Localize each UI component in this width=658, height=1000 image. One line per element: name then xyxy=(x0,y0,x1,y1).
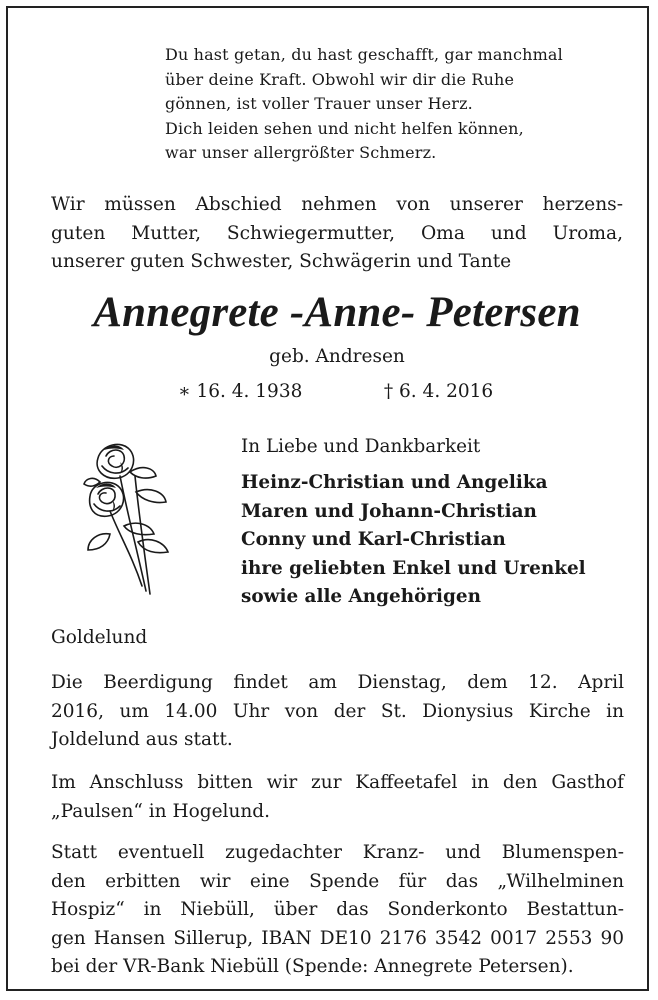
funeral-line: Die Beerdigung findet am Dienstag, dem 12. April xyxy=(51,672,624,693)
intro-line: unserer guten Schwester, Schwägerin und Tante xyxy=(51,251,512,273)
birth-name: geb. Andresen xyxy=(269,346,405,367)
mourner-line: Heinz-Christian und Angelika xyxy=(241,472,548,493)
donation-line: bei der VR-Bank Niebüll (Spende: Annegrete Petersen). xyxy=(51,956,574,977)
reception-paragraph xyxy=(51,769,624,826)
poem-line: gönnen, ist voller Trauer unser Herz. xyxy=(165,94,473,113)
mourner-line: ihre geliebten Enkel und Urenkel xyxy=(241,557,586,579)
obituary-frame xyxy=(6,6,649,991)
reception-line: „Paulsen“ in Hogelund. xyxy=(51,800,271,822)
intro-text xyxy=(51,191,623,277)
funeral-paragraph xyxy=(51,669,624,755)
reception-line: Im Anschluss bitten wir zur Kaffeetafel in den Gasthof xyxy=(51,772,624,793)
poem-line: war unser allergrößter Schmerz. xyxy=(165,143,437,162)
deceased-name: Annegrete -Anne- Petersen xyxy=(93,289,581,336)
death-date: † 6. 4. 2016 xyxy=(383,381,494,402)
intro-line: guten Mutter, Schwiegermutter, Oma und Uroma, xyxy=(51,222,623,244)
mourner-line: sowie alle Angehörigen xyxy=(241,586,481,608)
poem xyxy=(165,43,635,166)
place-name: Goldelund xyxy=(51,627,148,648)
mourner-line: Conny und Karl-Christian xyxy=(241,529,506,551)
intro-line: Wir müssen Abschied nehmen von unserer herzens- xyxy=(51,194,623,215)
birth-date: ∗ 16. 4. 1938 xyxy=(178,381,303,402)
poem-line: über deine Kraft. Obwohl wir dir die Ruhe xyxy=(165,69,515,89)
funeral-line: Joldelund aus statt. xyxy=(51,729,233,750)
thanks-line: In Liebe und Dankbarkeit xyxy=(241,436,481,457)
donation-line: Statt eventuell zugedachter Kranz- und Blumenspen- xyxy=(51,842,624,863)
donation-line: Hospiz“ in Niebüll, über das Sonderkonto Bestattun- xyxy=(51,899,624,920)
poem-line: Du hast getan, du hast geschafft, gar manchmal xyxy=(165,45,563,64)
mourner-line: Maren und Johann-Christian xyxy=(241,500,537,522)
donation-line: gen Hansen Sillerup, IBAN DE10 2176 3542 0017 2553 90 xyxy=(51,927,624,949)
donation-paragraph xyxy=(51,839,624,982)
life-dates xyxy=(178,381,493,402)
rose-icon xyxy=(80,436,185,596)
funeral-line: 2016, um 14.00 Uhr von der St. Dionysius Kirche in xyxy=(51,700,624,722)
poem-line: Dich leiden sehen und nicht helfen können, xyxy=(165,118,524,138)
mourners-list xyxy=(241,469,641,612)
donation-line: den erbitten wir eine Spende für das „Wilhelminen xyxy=(51,870,624,892)
